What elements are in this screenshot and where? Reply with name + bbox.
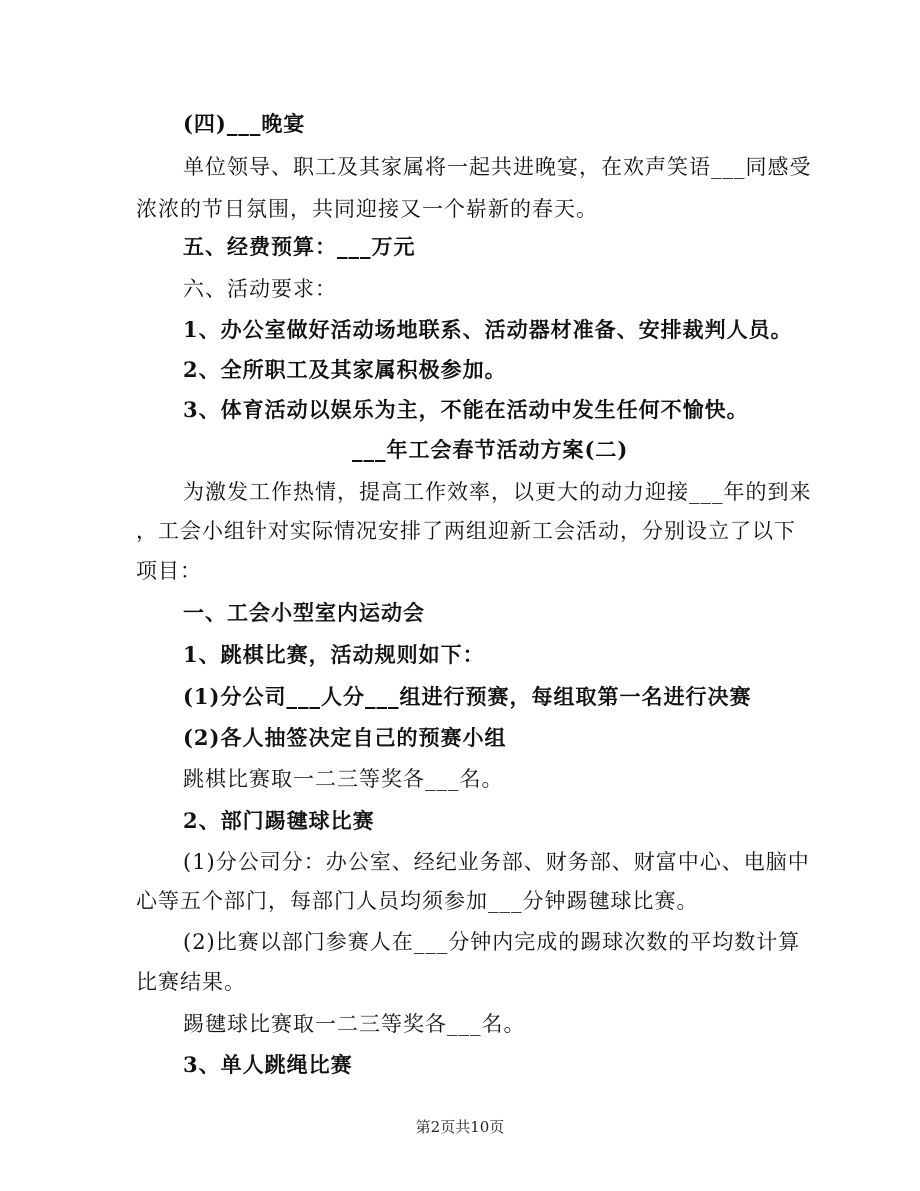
section-heading-budget: 五、经费预算：___万元 xyxy=(183,234,416,259)
list-item: (1)分公司___人分___组进行预赛，每组取第一名进行决赛 xyxy=(183,684,752,709)
list-item: 2、全所职工及其家属积极参加。 xyxy=(183,357,507,382)
paragraph-line: 踢毽球比赛取一二三等奖各___名。 xyxy=(183,1012,526,1036)
paragraph-line: (2)比赛以部门参赛人在___分钟内完成的踢球次数的平均数计算 xyxy=(183,930,801,954)
section-heading-requirements: 六、活动要求： xyxy=(183,277,337,301)
paragraph-line: 项目： xyxy=(136,559,202,583)
paragraph-line: 心等五个部门，每部门人员均须参加___分钟踢毽球比赛。 xyxy=(136,889,699,913)
paragraph-line: 为激发工作热情，提高工作效率，以更大的动力迎接___年的到来 xyxy=(183,480,812,504)
paragraph-line: 单位领导、职工及其家属将一起共进晚宴，在欢声笑语___同感受 xyxy=(183,155,812,179)
section-heading-sports: 一、工会小型室内运动会 xyxy=(183,600,425,625)
paragraph-line: 浓浓的节日氛围，共同迎接又一个崭新的春天。 xyxy=(136,197,598,221)
list-item: 3、体育活动以娱乐为主，不能在活动中发生任何不愉快。 xyxy=(183,397,749,422)
paragraph-line: 跳棋比赛取一二三等奖各___名。 xyxy=(183,767,504,791)
list-item: 3、单人跳绳比赛 xyxy=(183,1052,353,1077)
list-item: 1、跳棋比赛，活动规则如下： xyxy=(183,642,485,667)
page-number: 第2页共10页 xyxy=(415,1118,505,1136)
list-item: (2)各人抽签决定自己的预赛小组 xyxy=(183,725,507,750)
list-item: 2、部门踢毽球比赛 xyxy=(183,808,375,833)
document-title: ___年工会春节活动方案(二) xyxy=(352,437,629,462)
paragraph-line: 比赛结果。 xyxy=(136,970,246,994)
list-item: 1、办公室做好活动场地联系、活动器材准备、安排裁判人员。 xyxy=(183,317,793,342)
paragraph-line: (1)分公司分：办公室、经纪业务部、财务部、财富中心、电脑中 xyxy=(183,850,810,874)
section-heading-dinner: (四)___晚宴 xyxy=(183,111,306,136)
paragraph-line: ，工会小组针对实际情况安排了两组迎新工会活动，分别设立了以下 xyxy=(136,519,796,543)
